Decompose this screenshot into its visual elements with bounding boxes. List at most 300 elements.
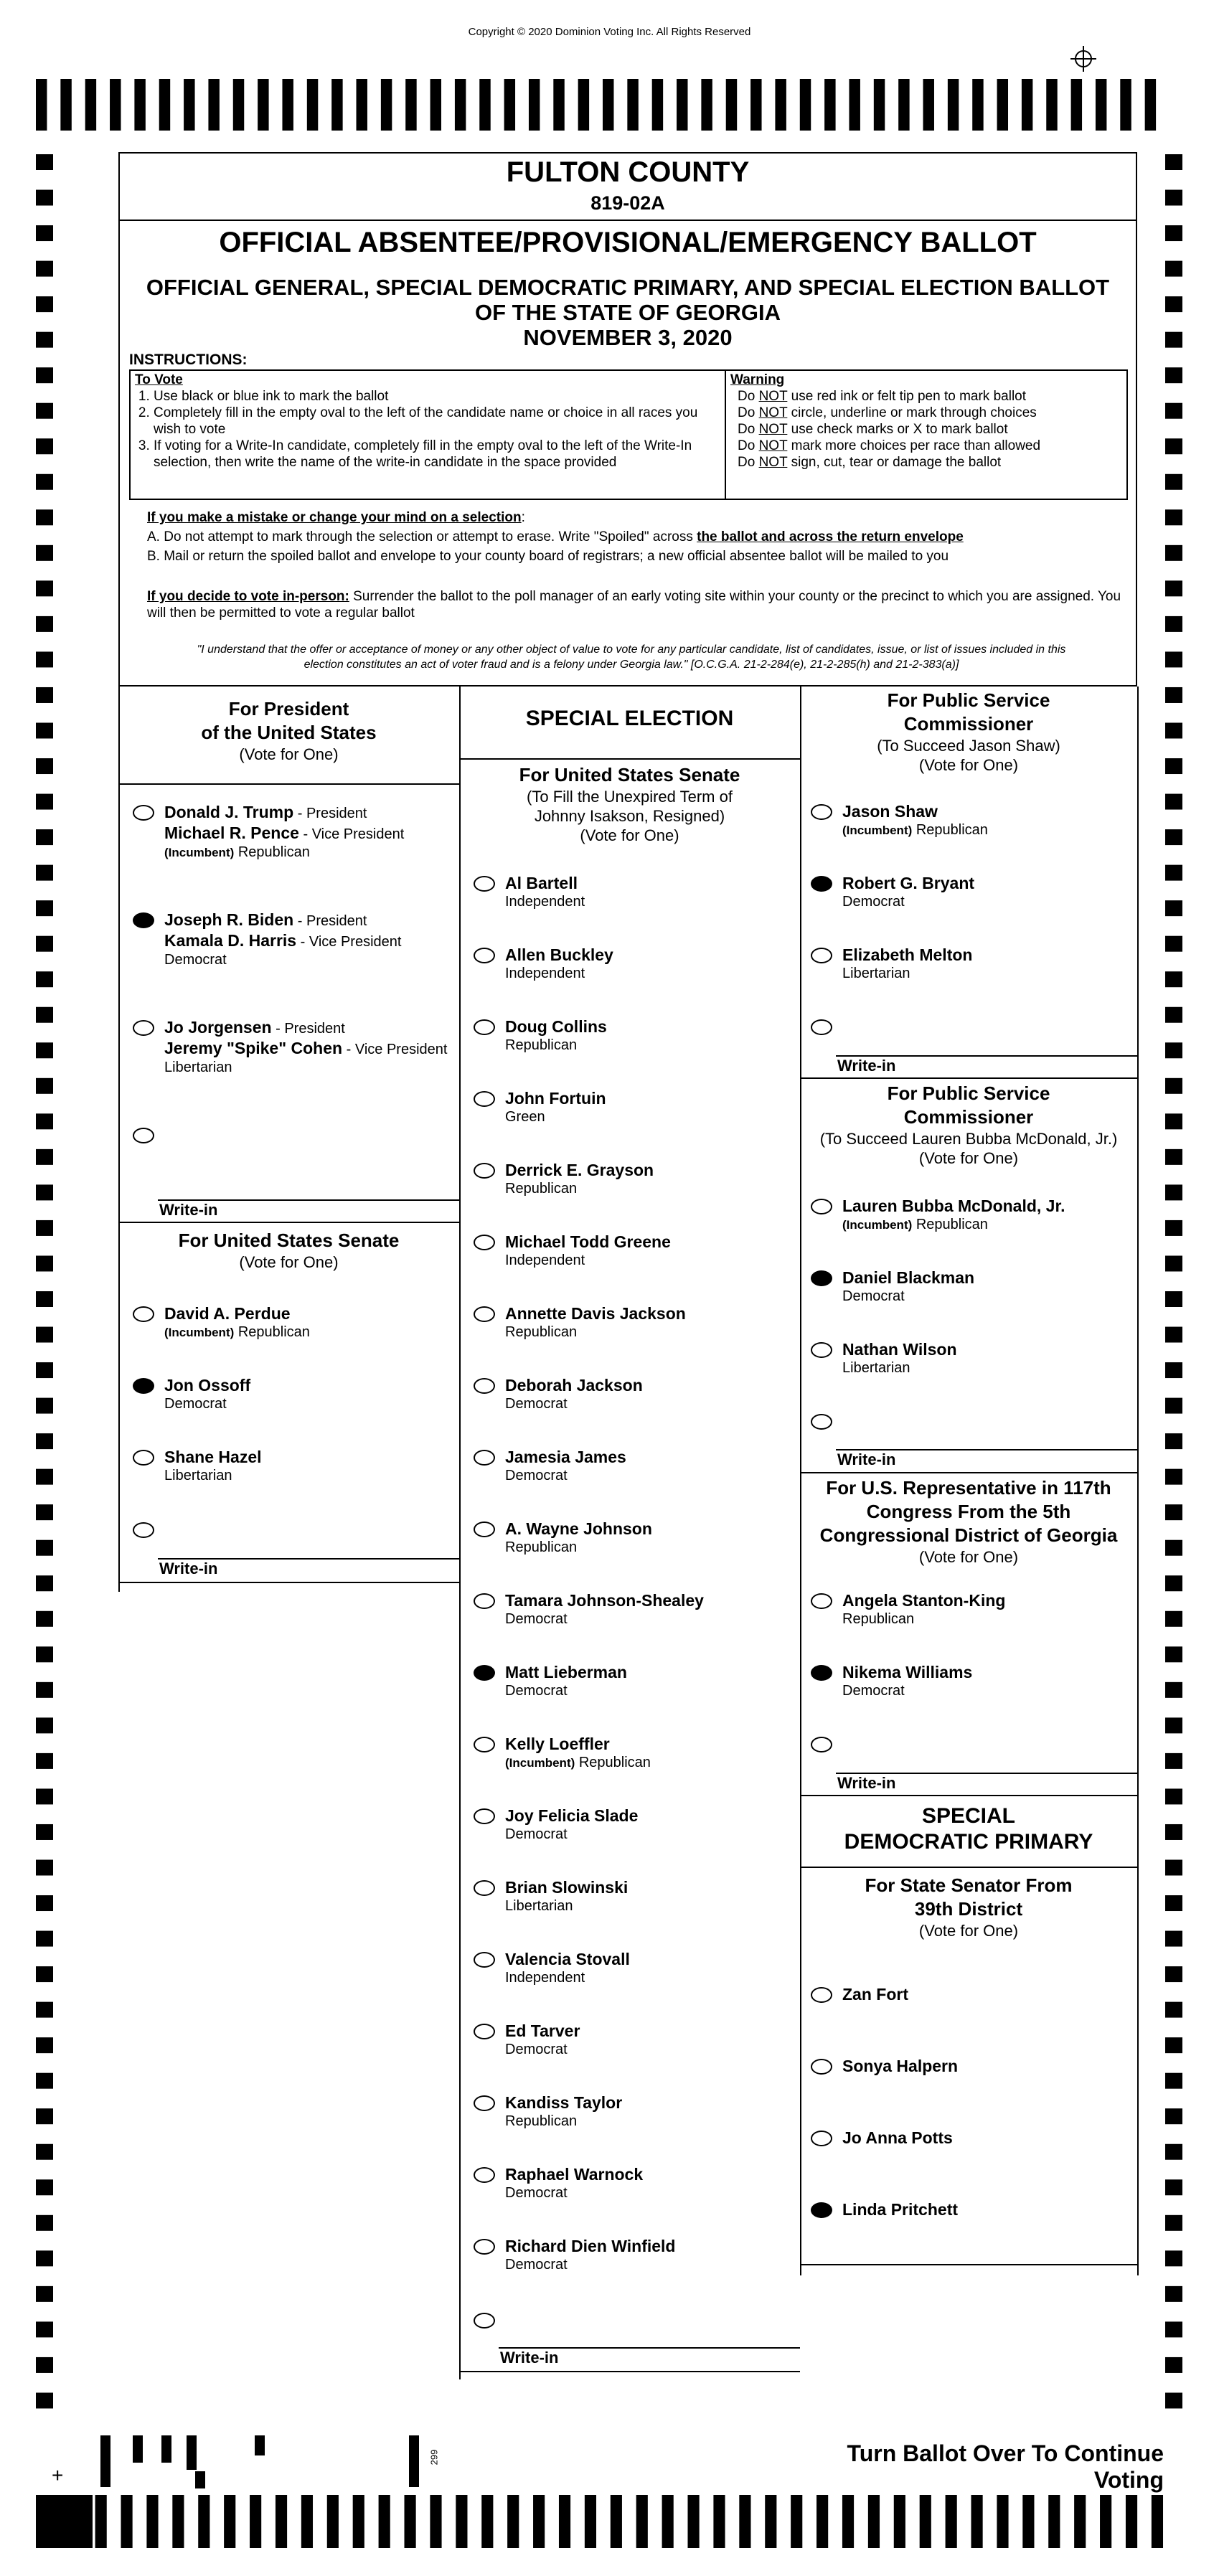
timing-mark xyxy=(1165,2250,1182,2266)
timing-mark xyxy=(36,1433,53,1449)
vote-oval[interactable] xyxy=(474,1235,495,1250)
timing-mark xyxy=(36,1113,53,1129)
timing-mark xyxy=(1100,2495,1111,2548)
vote-oval[interactable] xyxy=(811,1414,832,1430)
timing-mark xyxy=(507,2495,519,2548)
timing-mark xyxy=(627,79,638,131)
timing-mark xyxy=(1165,1966,1182,1982)
vote-oval[interactable] xyxy=(133,805,154,821)
candidate-name: John Fortuin xyxy=(505,1089,606,1108)
race-divider xyxy=(800,1472,1137,1473)
timing-mark xyxy=(1165,403,1182,419)
candidate-shaw[interactable]: Jason Shaw (Incumbent) Republican xyxy=(811,801,1112,844)
timing-mark xyxy=(36,2215,53,2231)
timing-mark xyxy=(1165,1469,1182,1485)
timing-mark xyxy=(250,2495,261,2548)
timing-mark xyxy=(36,1220,53,1236)
vote-oval[interactable] xyxy=(474,1737,495,1752)
timing-mark xyxy=(1165,2357,1182,2373)
timing-mark xyxy=(1165,261,1182,277)
timing-mark xyxy=(85,79,96,131)
timing-mark xyxy=(282,79,293,131)
timing-mark xyxy=(36,1327,53,1343)
instructions-label: INSTRUCTIONS: xyxy=(129,352,248,368)
timing-mark xyxy=(331,79,342,131)
timing-mark xyxy=(36,2495,93,2548)
timing-mark xyxy=(36,1255,53,1271)
write-in-label: Write-in xyxy=(837,1774,896,1792)
timing-mark xyxy=(36,758,53,774)
timing-mark xyxy=(1048,2495,1060,2548)
candidate-special-senate[interactable] xyxy=(474,1375,775,1418)
timing-mark xyxy=(172,2495,184,2548)
candidate-party: Democrat xyxy=(505,1683,568,1699)
candidate-special-senate[interactable] xyxy=(474,1806,775,1849)
write-in-psc-shaw[interactable] xyxy=(811,1016,1112,1038)
timing-mark xyxy=(946,2495,957,2548)
column-1-left-border xyxy=(118,687,120,1592)
candidate-name: Derrick E. Grayson xyxy=(505,1161,654,1179)
vote-oval-filled[interactable] xyxy=(811,1665,832,1681)
candidate-party: Republican xyxy=(505,1324,578,1340)
timing-mark xyxy=(224,2495,235,2548)
timing-mark xyxy=(381,79,392,131)
timing-mark xyxy=(533,2495,545,2548)
timing-mark xyxy=(529,79,540,131)
timing-mark xyxy=(36,261,53,277)
timing-mark xyxy=(1165,1611,1182,1627)
candidate-name: Michael Todd Greene xyxy=(505,1232,671,1251)
timing-mark xyxy=(1165,900,1182,916)
timing-mark xyxy=(159,79,170,131)
vote-oval[interactable] xyxy=(133,1450,154,1466)
candidate-name: Joy Felicia Slade xyxy=(505,1806,639,1825)
timing-mark xyxy=(36,2037,53,2053)
timing-mark xyxy=(1165,1540,1182,1556)
header-divider xyxy=(118,220,1137,221)
candidate-name: Kandiss Taylor xyxy=(505,2093,623,2112)
candidate-special-senate[interactable] xyxy=(474,1877,775,1920)
write-in-label: Write-in xyxy=(500,2349,559,2367)
candidate-special-senate[interactable] xyxy=(474,945,775,988)
candidate-name: Deborah Jackson xyxy=(505,1376,643,1395)
timing-mark xyxy=(1165,2179,1182,2195)
timing-mark xyxy=(800,79,811,131)
timing-mark xyxy=(307,79,318,131)
timing-mark xyxy=(1022,79,1032,131)
vote-oval[interactable] xyxy=(811,804,832,820)
timing-mark xyxy=(36,1504,53,1520)
candidate-ossoff[interactable]: Jon Ossoff Democrat xyxy=(133,1375,434,1418)
candidate-stanton-king[interactable]: Angela Stanton-King Republican xyxy=(811,1590,1112,1633)
column-1-bottom xyxy=(118,1582,459,1583)
timing-mark xyxy=(405,2495,416,2548)
timing-mark xyxy=(36,1184,53,1200)
timing-mark xyxy=(842,2495,854,2548)
timing-mark xyxy=(36,936,53,952)
vote-oval[interactable] xyxy=(811,1342,832,1358)
timing-mark xyxy=(1165,438,1182,454)
timing-mark xyxy=(868,2495,880,2548)
timing-mark xyxy=(603,79,613,131)
timing-mark xyxy=(36,509,53,525)
timing-mark xyxy=(258,79,268,131)
vote-oval[interactable] xyxy=(474,1450,495,1466)
candidate-blackman[interactable]: Daniel Blackman Democrat xyxy=(811,1268,1112,1311)
timing-mark xyxy=(455,79,466,131)
timing-mark xyxy=(1165,1895,1182,1911)
democratic-primary-header: SPECIAL DEMOCRATIC PRIMARY xyxy=(844,1804,1093,1854)
vote-oval[interactable] xyxy=(811,1199,832,1214)
candidate-mcdonald[interactable]: Lauren Bubba McDonald, Jr. (Incumbent) Republican xyxy=(811,1196,1112,1239)
vote-oval[interactable] xyxy=(474,1593,495,1609)
timing-mark xyxy=(1165,2073,1182,2089)
timing-mark xyxy=(1165,1682,1182,1698)
vote-oval[interactable] xyxy=(474,2239,495,2255)
column-1-right-border xyxy=(459,687,461,2379)
candidate-perdue[interactable]: David A. Perdue (Incumbent) Republican xyxy=(133,1303,434,1346)
timing-mark xyxy=(1152,2495,1163,2548)
timing-mark xyxy=(1165,545,1182,561)
timing-mark xyxy=(1165,1149,1182,1165)
timing-mark xyxy=(1165,794,1182,810)
timing-mark xyxy=(750,79,761,131)
candidate-fort[interactable]: Zan Fort xyxy=(811,1984,1112,2006)
race-divider xyxy=(800,1795,1137,1796)
vote-oval[interactable] xyxy=(133,1020,154,1036)
candidate-special-senate[interactable] xyxy=(474,1303,775,1346)
candidate-special-senate[interactable] xyxy=(474,1519,775,1562)
timing-mark xyxy=(1165,865,1182,881)
timing-mark xyxy=(1126,2495,1137,2548)
timing-mark xyxy=(36,2321,53,2337)
timing-mark xyxy=(36,723,53,739)
copyright-notice: Copyright © 2020 Dominion Voting Inc. All Rights Reserved xyxy=(468,26,751,38)
vote-oval[interactable] xyxy=(474,1306,495,1322)
candidate-name: Annette Davis Jackson xyxy=(505,1304,686,1323)
timing-mark xyxy=(1096,79,1106,131)
timing-mark xyxy=(997,79,1008,131)
vote-oval[interactable] xyxy=(474,2313,495,2329)
timing-mark xyxy=(1165,2392,1182,2408)
race-divider xyxy=(800,1077,1137,1079)
timing-mark xyxy=(1074,2495,1086,2548)
voter-fraud-disclaimer: "I understand that the offer or acceptance of money or any other object of value to vote for any particular candidate, list of candidates, issue, or list of issues included in this election constitutes an act of voter fraud and is a felony under Georgia law." [O.C.G.A. 21-2-284(e), 21-2-285(h) and 21-2-383(a)] xyxy=(197,643,1066,671)
timing-mark xyxy=(36,1682,53,1698)
timing-mark xyxy=(184,79,194,131)
timing-mark xyxy=(1046,79,1057,131)
timing-mark xyxy=(816,2495,828,2548)
timing-mark xyxy=(36,225,53,241)
timing-mark xyxy=(1165,936,1182,952)
candidate-special-senate[interactable] xyxy=(474,1734,775,1777)
candidate-party: Republican xyxy=(505,1181,578,1197)
timing-mark xyxy=(948,79,959,131)
timing-mark xyxy=(36,1895,53,1911)
timing-mark xyxy=(36,1860,53,1876)
timing-mark xyxy=(36,332,53,348)
vote-oval[interactable] xyxy=(133,1128,154,1143)
write-in-psc-mcdonald[interactable] xyxy=(811,1411,1112,1433)
timing-mark xyxy=(36,2250,53,2266)
column-2-bottom xyxy=(459,2371,800,2372)
vote-oval[interactable] xyxy=(133,1306,154,1322)
timing-mark xyxy=(713,2495,725,2548)
timing-mark xyxy=(36,2144,53,2160)
candidate-party: Democrat xyxy=(505,1396,568,1412)
timing-mark xyxy=(36,79,47,131)
column-3-bottom xyxy=(800,2264,1137,2265)
timing-mark xyxy=(1165,1931,1182,1947)
timing-marks-bottom xyxy=(36,2495,1169,2548)
candidate-bryant[interactable]: Robert G. Bryant Democrat xyxy=(811,873,1112,916)
timing-mark xyxy=(1165,474,1182,490)
candidate-party: Independent xyxy=(505,1970,585,1986)
candidate-name: Doug Collins xyxy=(505,1017,607,1036)
candidate-special-senate[interactable] xyxy=(474,2236,775,2279)
candidate-name: Ed Tarver xyxy=(505,2021,580,2040)
vote-oval[interactable] xyxy=(474,1521,495,1537)
timing-mark xyxy=(36,1646,53,1662)
timing-mark xyxy=(134,79,145,131)
timing-mark xyxy=(1165,1291,1182,1307)
candidate-halpern[interactable]: Sonya Halpern xyxy=(811,2056,1112,2077)
timing-mark xyxy=(1165,1824,1182,1840)
vote-oval[interactable] xyxy=(474,2167,495,2183)
timing-mark xyxy=(36,865,53,881)
vote-oval[interactable] xyxy=(811,1593,832,1609)
vote-oval[interactable] xyxy=(474,2024,495,2039)
timing-mark xyxy=(1165,1646,1182,1662)
write-in-special-senate[interactable] xyxy=(474,2310,775,2331)
vote-oval[interactable] xyxy=(474,1163,495,1179)
ballot-subtitle: OFFICIAL GENERAL, SPECIAL DEMOCRATIC PRIMARY, AND SPECIAL ELECTION BALLOT OF THE STATE OF GEORGIA NOVEMBER 3, 2020 xyxy=(146,275,1110,350)
candidate-special-senate[interactable] xyxy=(474,1160,775,1203)
vote-oval-filled[interactable] xyxy=(133,912,154,928)
timing-mark xyxy=(775,79,786,131)
candidate-jorgensen-cohen[interactable]: Jo Jorgensen - President Jeremy "Spike" Cohen - Vice President Libertarian xyxy=(133,1017,434,1075)
timing-mark xyxy=(971,2495,983,2548)
candidate-party: Independent xyxy=(505,894,585,910)
vote-oval-filled[interactable] xyxy=(811,876,832,892)
vote-oval-filled[interactable] xyxy=(811,2202,832,2218)
vote-oval[interactable] xyxy=(811,1737,832,1752)
vote-oval[interactable] xyxy=(474,1808,495,1824)
candidate-special-senate[interactable] xyxy=(474,2021,775,2064)
write-in-label: Write-in xyxy=(837,1450,896,1468)
psc-shaw-race-header: For Public Service Commissioner (To Succeed Jason Shaw) (Vote for One) xyxy=(877,689,1060,774)
us-senate-race-header: For United States Senate (Vote for One) xyxy=(178,1230,400,1271)
vote-oval[interactable] xyxy=(474,876,495,892)
candidate-special-senate[interactable] xyxy=(474,1232,775,1275)
candidate-special-senate[interactable] xyxy=(474,2093,775,2136)
vote-oval-filled[interactable] xyxy=(133,1378,154,1394)
timing-mark xyxy=(1165,2286,1182,2302)
timing-mark xyxy=(36,1575,53,1591)
timing-mark xyxy=(36,1824,53,1840)
timing-mark xyxy=(1165,1788,1182,1804)
timing-mark xyxy=(276,2495,287,2548)
timing-mark xyxy=(559,2495,570,2548)
candidate-wilson[interactable]: Nathan Wilson Libertarian xyxy=(811,1339,1112,1382)
timing-mark xyxy=(894,2495,905,2548)
timing-mark xyxy=(36,190,53,206)
timing-mark xyxy=(36,1966,53,1982)
race-divider xyxy=(459,758,800,760)
vote-oval[interactable] xyxy=(811,1019,832,1035)
candidate-special-senate[interactable] xyxy=(474,1949,775,1992)
vote-oval[interactable] xyxy=(474,2095,495,2111)
candidate-special-senate[interactable] xyxy=(474,873,775,916)
candidate-special-senate[interactable] xyxy=(474,1016,775,1060)
vote-oval[interactable] xyxy=(474,1091,495,1107)
timing-mark xyxy=(824,79,835,131)
timing-mark xyxy=(95,2495,107,2548)
write-in-president[interactable] xyxy=(133,1125,434,1146)
candidate-williams[interactable]: Nikema Williams Democrat xyxy=(811,1662,1112,1705)
timing-mark xyxy=(36,829,53,845)
timing-mark xyxy=(36,403,53,419)
timing-mark xyxy=(430,79,441,131)
timing-mark xyxy=(36,438,53,454)
candidate-name: Valencia Stovall xyxy=(505,1950,630,1968)
timing-marks-left xyxy=(36,154,56,2428)
timing-mark xyxy=(36,2357,53,2373)
county-name: FULTON COUNTY xyxy=(506,156,750,188)
mistake-instructions: If you make a mistake or change your mind on a selection: A. Do not attempt to mark through the selection or attempt to erase. Write "Spoiled" across the ballot and across the return envelope B. Mail or return the spoiled ballot and envelope to your county board of registrars; a new official absentee ballot will be mailed to you xyxy=(147,510,964,564)
write-in-label: Write-in xyxy=(837,1057,896,1075)
timing-mark xyxy=(585,2495,596,2548)
vote-oval[interactable] xyxy=(811,948,832,963)
timing-mark xyxy=(1165,2037,1182,2053)
timing-mark xyxy=(36,1788,53,1804)
candidate-party: Democrat xyxy=(505,2257,568,2273)
candidate-party: Democrat xyxy=(505,2042,568,2057)
timing-mark xyxy=(36,2002,53,2018)
timing-mark xyxy=(849,79,860,131)
candidate-special-senate[interactable] xyxy=(474,1088,775,1131)
timing-mark xyxy=(1165,1042,1182,1058)
vote-oval[interactable] xyxy=(474,1880,495,1896)
candidate-pritchett[interactable]: Linda Pritchett xyxy=(811,2199,1112,2221)
candidate-special-senate[interactable] xyxy=(474,1590,775,1633)
timing-mark xyxy=(1165,651,1182,667)
candidate-special-senate[interactable] xyxy=(474,2164,775,2207)
timing-mark xyxy=(456,2495,467,2548)
timing-mark xyxy=(1165,225,1182,241)
timing-mark xyxy=(1165,1220,1182,1236)
write-in-label: Write-in xyxy=(159,1201,218,1219)
candidate-biden-harris[interactable]: Joseph R. Biden - President Kamala D. Harris - Vice President Democrat xyxy=(133,910,434,967)
timing-mark xyxy=(1165,1398,1182,1414)
timing-mark xyxy=(36,1931,53,1947)
warning-instructions: Warning Do NOT use red ink or felt tip pen to mark ballot Do NOT circle, underline or mark through choices Do NOT use check marks or X to mark ballot Do NOT mark more choices per race than allowed Do NOT sign, cut, tear or damage the ballot xyxy=(730,372,1041,470)
timing-mark xyxy=(1165,758,1182,774)
write-in-us-rep[interactable] xyxy=(811,1734,1112,1755)
timing-mark xyxy=(1165,1078,1182,1094)
timing-mark xyxy=(972,79,983,131)
race-divider xyxy=(118,1222,459,1223)
timing-mark xyxy=(146,2495,158,2548)
timing-mark xyxy=(1165,332,1182,348)
sheet-number: 299 xyxy=(428,2449,440,2466)
timing-mark xyxy=(36,580,53,596)
candidate-melton[interactable]: Elizabeth Melton Libertarian xyxy=(811,945,1112,988)
timing-mark xyxy=(1071,79,1082,131)
timing-mark xyxy=(36,2392,53,2408)
write-in-us-senate[interactable] xyxy=(133,1519,434,1541)
vote-oval[interactable] xyxy=(474,1019,495,1035)
timing-mark xyxy=(36,367,53,383)
timing-mark xyxy=(36,1149,53,1165)
timing-mark xyxy=(1165,1327,1182,1343)
race-divider xyxy=(118,783,459,785)
candidate-name: Brian Slowinski xyxy=(505,1878,629,1897)
timing-mark xyxy=(208,79,219,131)
vote-oval[interactable] xyxy=(474,948,495,963)
timing-mark xyxy=(652,79,663,131)
vote-oval-filled[interactable] xyxy=(474,1665,495,1681)
timing-mark xyxy=(1165,1433,1182,1449)
timing-mark xyxy=(36,971,53,987)
candidate-name: Tamara Johnson-Shealey xyxy=(505,1591,704,1610)
timing-mark xyxy=(36,2286,53,2302)
timing-mark xyxy=(379,2495,390,2548)
timing-mark xyxy=(874,79,885,131)
vote-oval[interactable] xyxy=(133,1522,154,1538)
candidate-special-senate[interactable] xyxy=(474,1447,775,1490)
timing-mark xyxy=(36,1611,53,1627)
timing-mark xyxy=(611,2495,622,2548)
timing-marks-right xyxy=(1165,154,1185,2428)
timing-mark xyxy=(36,1540,53,1556)
timing-mark xyxy=(1165,1753,1182,1769)
timing-mark xyxy=(36,1007,53,1023)
candidate-hazel[interactable]: Shane Hazel Libertarian xyxy=(133,1447,434,1490)
timing-mark xyxy=(481,2495,493,2548)
candidate-party: Democrat xyxy=(505,2185,568,2201)
vote-oval[interactable] xyxy=(474,1378,495,1394)
instructions-divider xyxy=(725,369,726,500)
candidate-name: Raphael Warnock xyxy=(505,2165,644,2184)
timing-mark xyxy=(1165,1113,1182,1129)
timing-mark xyxy=(923,79,934,131)
candidate-party: (Incumbent) Republican xyxy=(505,1755,651,1770)
psc-mcdonald-race-header: For Public Service Commissioner (To Succeed Lauren Bubba McDonald, Jr.) (Vote for One) xyxy=(819,1082,1118,1167)
candidate-special-senate[interactable] xyxy=(474,1662,775,1705)
timing-mark xyxy=(36,616,53,632)
vote-oval[interactable] xyxy=(811,2131,832,2146)
president-race-header: For President of the United States (Vote for One) xyxy=(201,698,377,763)
vote-oval-filled[interactable] xyxy=(811,1270,832,1286)
timing-mark xyxy=(1165,1184,1182,1200)
timing-mark xyxy=(36,2179,53,2195)
candidate-name: Allen Buckley xyxy=(505,945,613,964)
timing-mark xyxy=(36,1291,53,1307)
timing-mark xyxy=(1165,723,1182,739)
timing-mark xyxy=(1165,1255,1182,1271)
candidate-potts[interactable]: Jo Anna Potts xyxy=(811,2128,1112,2149)
candidate-name: Al Bartell xyxy=(505,874,578,892)
candidate-trump-pence[interactable]: Donald J. Trump - President Michael R. Pence - Vice President (Incumbent) Republican xyxy=(133,802,434,859)
timing-mark xyxy=(1165,687,1182,703)
candidate-party: Independent xyxy=(505,1252,585,1268)
candidate-party: Democrat xyxy=(505,1468,568,1483)
vote-oval[interactable] xyxy=(811,1987,832,2003)
vote-oval[interactable] xyxy=(811,2059,832,2075)
vote-oval[interactable] xyxy=(474,1952,495,1968)
timing-mark xyxy=(636,2495,648,2548)
